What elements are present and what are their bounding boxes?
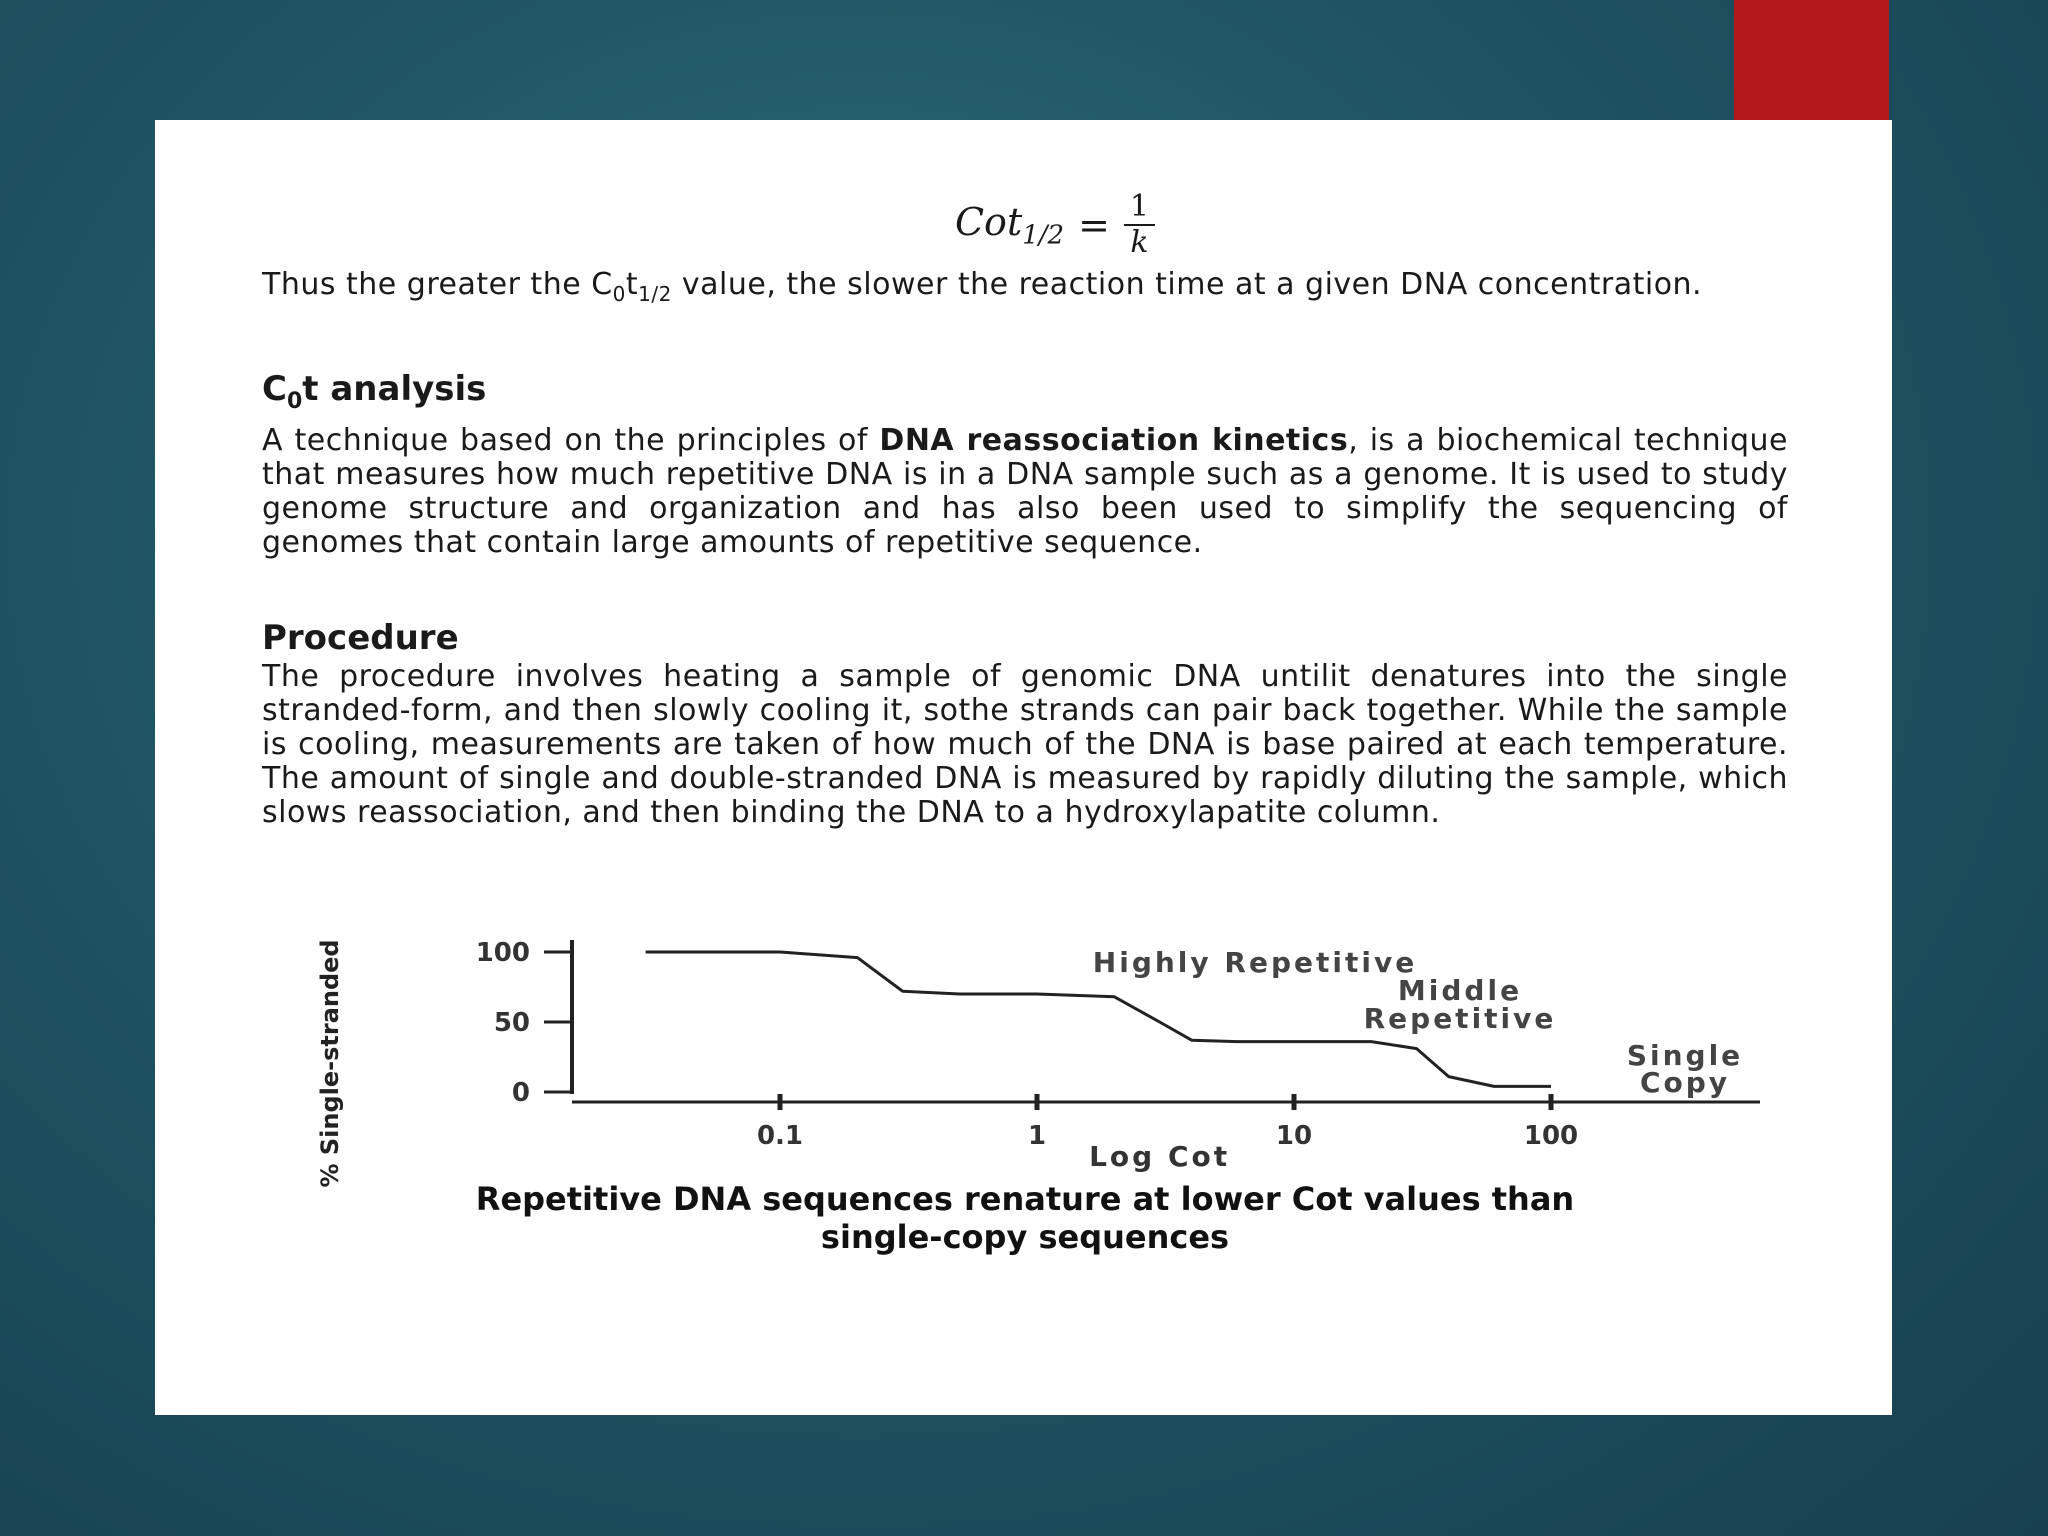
annotation-single-copy-1: Single	[1626, 1039, 1744, 1072]
slide-page	[155, 120, 1892, 1415]
cot-curve-svg	[260, 940, 1770, 1190]
annotation-middle-repetitive-1: Middle	[1397, 974, 1523, 1007]
red-accent-bar	[1734, 0, 1889, 120]
annotation-single-copy-2: Copy	[1639, 1066, 1731, 1099]
y-tick-label: 50	[493, 1008, 530, 1038]
x-tick-label: 0.1	[756, 1121, 804, 1151]
procedure-paragraph: The procedure involves heating a sample of genomic DNA untilit denatures into the single stranded-form, and then slowly cooling it, sothe strands can pair back together. While the sample is cooling, measurements are taken of how much of the DNA is base paired at each temperature. The amount of single and double-stranded DNA is measured by rapidly diluting the sample, which slows reassociation, and then binding the DNA to a hydroxylapatite column.	[262, 658, 1788, 830]
intro-paragraph: Thus the greater the $C_0t_{1/2}$ value, the slower the reaction time at a given DNA concentration.	[262, 267, 1703, 306]
formula-lhs: Cot$_{1/2}$	[954, 199, 1065, 251]
y-axis-title: % Single-stranded DNA	[316, 940, 344, 1188]
caption-line-1: Repetitive DNA sequences renature at lower Cot values than	[475, 1180, 1575, 1218]
x-tick-label: 10	[1275, 1121, 1313, 1151]
cot-curve-chart	[260, 940, 1770, 1190]
annotation-highly-repetitive: Highly Repetitive	[1092, 946, 1418, 979]
procedure-heading: Procedure	[262, 617, 459, 658]
formula-fraction: $\frac{1}{k}$	[1124, 190, 1155, 260]
x-tick-label: 1	[1027, 1121, 1047, 1151]
caption-line-2: single-copy sequences	[820, 1218, 1230, 1256]
y-tick-label: 0	[511, 1078, 530, 1108]
formula-equals: =	[1078, 203, 1110, 247]
y-tick-label: 100	[475, 940, 530, 968]
cot-half-formula	[322, 182, 1788, 268]
x-tick-label: 100	[1523, 1121, 1579, 1151]
cot-analysis-paragraph: A technique based on the principles of DNA reassociation kinetics, is a biochemical technique that measures how much repetitive DNA is in a DNA sample such as a genome. It is used to study genome structure and organization and has also been used to simplify the sequencing of genomes that contain large amounts of repetitive sequence.	[262, 422, 1788, 560]
slide-content	[262, 182, 1788, 830]
x-axis-title: Log Cot	[1089, 1140, 1231, 1173]
cot-analysis-heading: $C_0t$ analysis	[262, 369, 487, 414]
annotation-middle-repetitive-2: Repetitive	[1363, 1002, 1557, 1035]
figure-caption	[262, 1180, 1788, 1256]
